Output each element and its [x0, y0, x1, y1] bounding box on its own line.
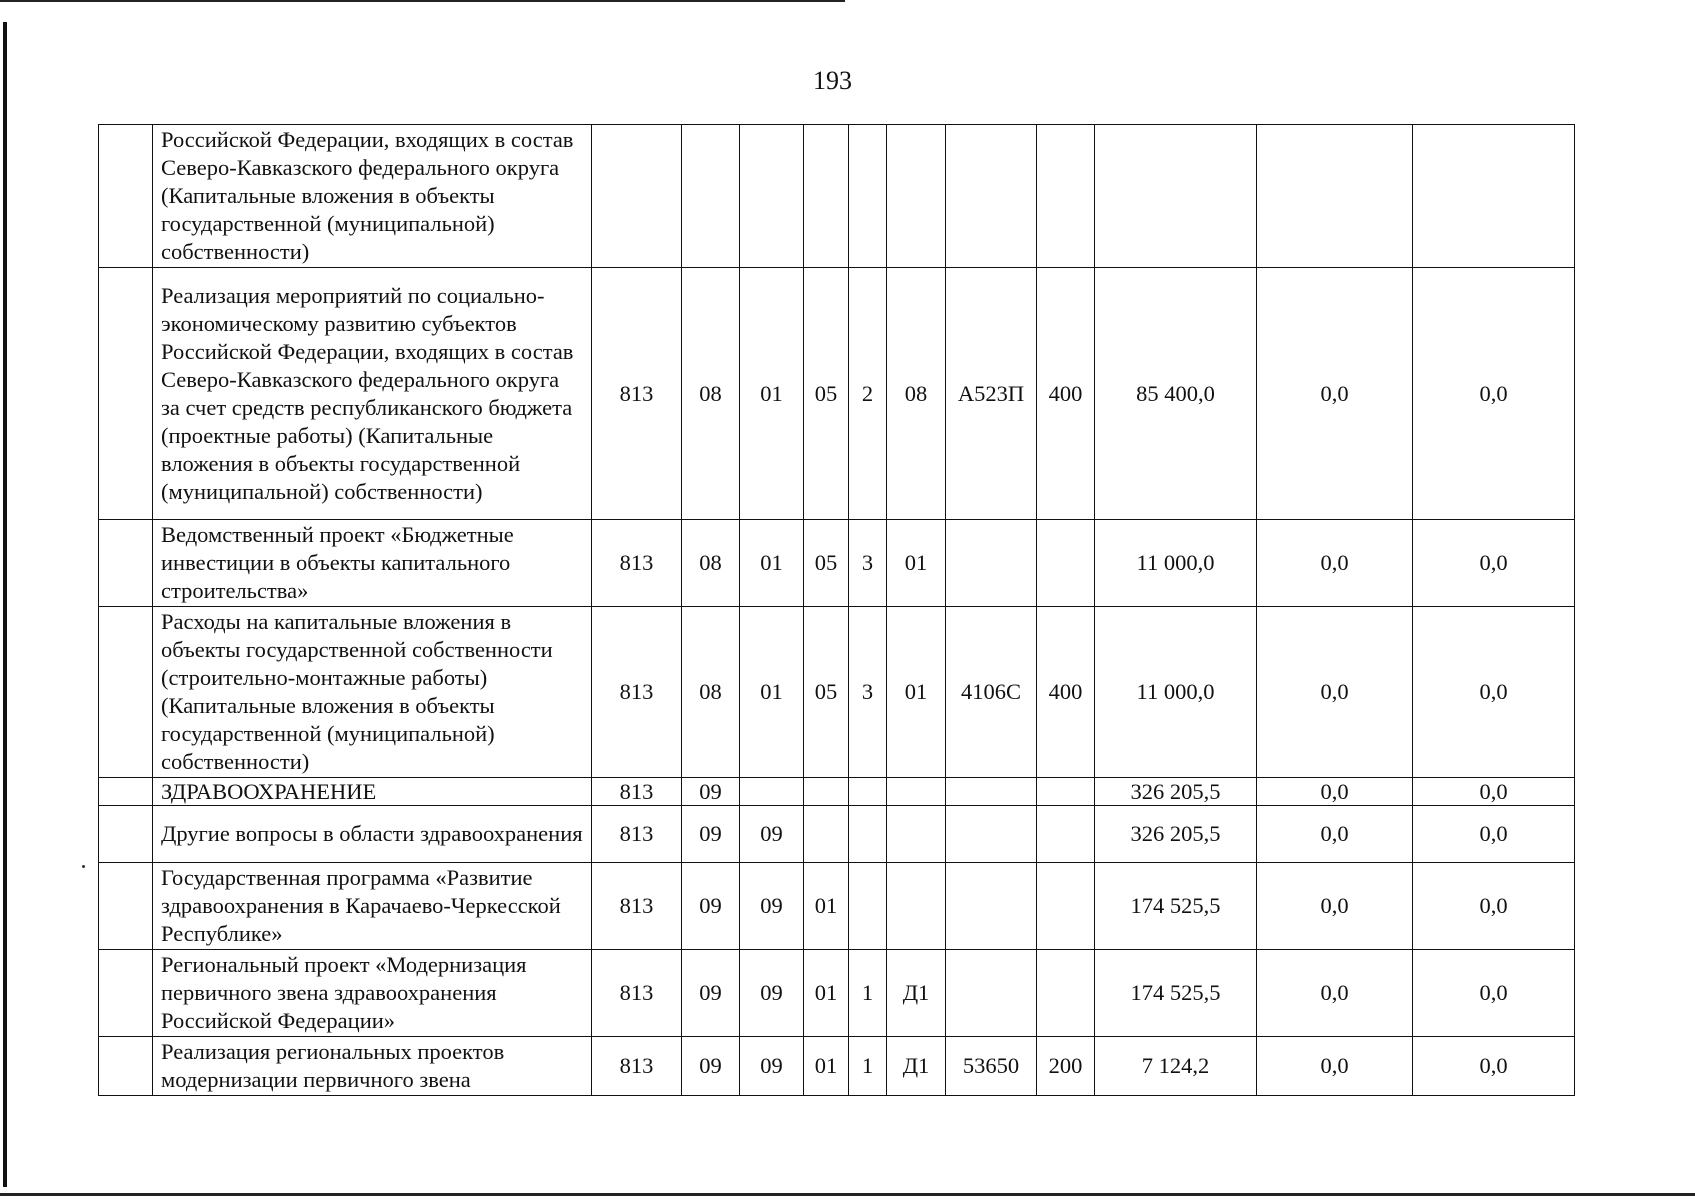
project-code — [887, 778, 946, 806]
direction-code — [946, 950, 1037, 1037]
expense-type-code: 400 — [1037, 268, 1095, 520]
ministry-code — [592, 125, 682, 268]
project-code — [887, 863, 946, 950]
project-code: 08 — [887, 268, 946, 520]
table-row — [99, 806, 1575, 863]
row-index-cell — [99, 607, 153, 778]
amount-1: 85 400,0 — [1095, 268, 1257, 520]
row-name: Реализация региональных проектов модернизации первичного звена — [153, 1037, 592, 1096]
amount-2: 0,0 — [1257, 950, 1413, 1037]
subprogram-code: 1 — [849, 950, 887, 1037]
table-row — [99, 778, 1575, 806]
subprogram-code: 1 — [849, 1037, 887, 1096]
amount-1: 7 124,2 — [1095, 1037, 1257, 1096]
direction-code — [946, 125, 1037, 268]
row-index-cell — [99, 1037, 153, 1096]
row-name: Ведомственный проект «Бюджетные инвестиции в объекты капитального строительства» — [153, 520, 592, 607]
row-name: ЗДРАВООХРАНЕНИЕ — [153, 778, 592, 806]
direction-code: А523П — [946, 268, 1037, 520]
subsection-code: 01 — [740, 520, 804, 607]
page-number: 193 — [813, 66, 852, 95]
ministry-code: 813 — [592, 863, 682, 950]
direction-code — [946, 778, 1037, 806]
row-index-cell — [99, 268, 153, 520]
scan-left-rule — [3, 22, 7, 1187]
amount-3: 0,0 — [1413, 607, 1575, 778]
program-code: 05 — [804, 520, 849, 607]
row-name: Расходы на капитальные вложения в объекты государственной собственности (строительно-монтажные работы) (Капитальные вложения в объекты государственной (муниципальной) собственности) — [153, 607, 592, 778]
section-code: 09 — [682, 863, 740, 950]
direction-code — [946, 806, 1037, 863]
direction-code: 4106С — [946, 607, 1037, 778]
program-code — [804, 778, 849, 806]
ministry-code: 813 — [592, 1037, 682, 1096]
program-code: 05 — [804, 607, 849, 778]
amount-1: 11 000,0 — [1095, 520, 1257, 607]
section-code: 08 — [682, 268, 740, 520]
table-row — [99, 1037, 1575, 1096]
section-code: 09 — [682, 950, 740, 1037]
budget-table — [98, 124, 1575, 1096]
subsection-code: 09 — [740, 863, 804, 950]
table-row — [99, 607, 1575, 778]
row-name: Реализация мероприятий по социально-экономическому развитию субъектов Российской Федерации, входящих в состав Северо-Кавказского федерального округа за счет средств республиканского бюджета (проектные работы) (Капитальные вложения в объекты государственной (муниципальной) собственности) — [153, 268, 592, 520]
subprogram-code — [849, 125, 887, 268]
table-row — [99, 268, 1575, 520]
subsection-code: 09 — [740, 950, 804, 1037]
subsection-code: 09 — [740, 806, 804, 863]
row-index-cell — [99, 863, 153, 950]
amount-1: 174 525,5 — [1095, 950, 1257, 1037]
amount-3: 0,0 — [1413, 268, 1575, 520]
amount-3: 0,0 — [1413, 1037, 1575, 1096]
ministry-code: 813 — [592, 268, 682, 520]
project-code — [887, 806, 946, 863]
amount-3: 0,0 — [1413, 863, 1575, 950]
program-code — [804, 806, 849, 863]
subprogram-code — [849, 806, 887, 863]
amount-1: 326 205,5 — [1095, 806, 1257, 863]
row-index-cell — [99, 806, 153, 863]
project-code: Д1 — [887, 1037, 946, 1096]
row-index-cell — [99, 950, 153, 1037]
direction-code — [946, 520, 1037, 607]
project-code: 01 — [887, 607, 946, 778]
amount-1: 174 525,5 — [1095, 863, 1257, 950]
amount-3: 0,0 — [1413, 778, 1575, 806]
subsection-code: 01 — [740, 607, 804, 778]
amount-2: 0,0 — [1257, 863, 1413, 950]
program-code: 01 — [804, 863, 849, 950]
budget-table-body — [99, 125, 1575, 1096]
expense-type-code — [1037, 520, 1095, 607]
amount-3 — [1413, 125, 1575, 268]
amount-1: 326 205,5 — [1095, 778, 1257, 806]
section-code: 08 — [682, 520, 740, 607]
row-index-cell — [99, 520, 153, 607]
program-code: 05 — [804, 268, 849, 520]
expense-type-code — [1037, 778, 1095, 806]
table-row — [99, 125, 1575, 268]
subsection-code — [740, 778, 804, 806]
row-name: Российской Федерации, входящих в состав Северо-Кавказского федерального округа (Капитальные вложения в объекты государственной (муниципальной) собственности) — [153, 125, 592, 268]
amount-1: 11 000,0 — [1095, 607, 1257, 778]
ministry-code: 813 — [592, 950, 682, 1037]
section-code: 09 — [682, 1037, 740, 1096]
section-code: 09 — [682, 806, 740, 863]
section-code: 08 — [682, 607, 740, 778]
amount-2: 0,0 — [1257, 778, 1413, 806]
program-code: 01 — [804, 950, 849, 1037]
amount-3: 0,0 — [1413, 950, 1575, 1037]
amount-3: 0,0 — [1413, 520, 1575, 607]
expense-type-code — [1037, 125, 1095, 268]
table-row — [99, 863, 1575, 950]
expense-type-code: 200 — [1037, 1037, 1095, 1096]
ministry-code: 813 — [592, 806, 682, 863]
row-name: Другие вопросы в области здравоохранения — [153, 806, 592, 863]
subprogram-code — [849, 778, 887, 806]
subsection-code — [740, 125, 804, 268]
subsection-code: 01 — [740, 268, 804, 520]
amount-2: 0,0 — [1257, 806, 1413, 863]
subprogram-code: 3 — [849, 520, 887, 607]
direction-code — [946, 863, 1037, 950]
section-code: 09 — [682, 778, 740, 806]
amount-2: 0,0 — [1257, 1037, 1413, 1096]
subprogram-code: 2 — [849, 268, 887, 520]
ministry-code: 813 — [592, 778, 682, 806]
program-code — [804, 125, 849, 268]
project-code: 01 — [887, 520, 946, 607]
expense-type-code — [1037, 806, 1095, 863]
table-row — [99, 950, 1575, 1037]
program-code: 01 — [804, 1037, 849, 1096]
ministry-code: 813 — [592, 520, 682, 607]
amount-2: 0,0 — [1257, 607, 1413, 778]
section-code — [682, 125, 740, 268]
subprogram-code — [849, 863, 887, 950]
row-name: Региональный проект «Модернизация первичного звена здравоохранения Российской Федерации» — [153, 950, 592, 1037]
expense-type-code — [1037, 950, 1095, 1037]
amount-2: 0,0 — [1257, 268, 1413, 520]
amount-1 — [1095, 125, 1257, 268]
project-code: Д1 — [887, 950, 946, 1037]
table-row — [99, 520, 1575, 607]
subprogram-code: 3 — [849, 607, 887, 778]
amount-2: 0,0 — [1257, 520, 1413, 607]
expense-type-code: 400 — [1037, 607, 1095, 778]
amount-3: 0,0 — [1413, 806, 1575, 863]
subsection-code: 09 — [740, 1037, 804, 1096]
ministry-code: 813 — [592, 607, 682, 778]
row-index-cell — [99, 125, 153, 268]
scan-bottom-rule — [0, 1193, 1695, 1196]
direction-code: 53650 — [946, 1037, 1037, 1096]
amount-2 — [1257, 125, 1413, 268]
row-name: Государственная программа «Развитие здравоохранения в Карачаево-Черкесской Республике» — [153, 863, 592, 950]
row-index-cell — [99, 778, 153, 806]
expense-type-code — [1037, 863, 1095, 950]
scan-top-rule — [0, 0, 845, 2]
project-code — [887, 125, 946, 268]
scan-speck — [82, 865, 85, 868]
